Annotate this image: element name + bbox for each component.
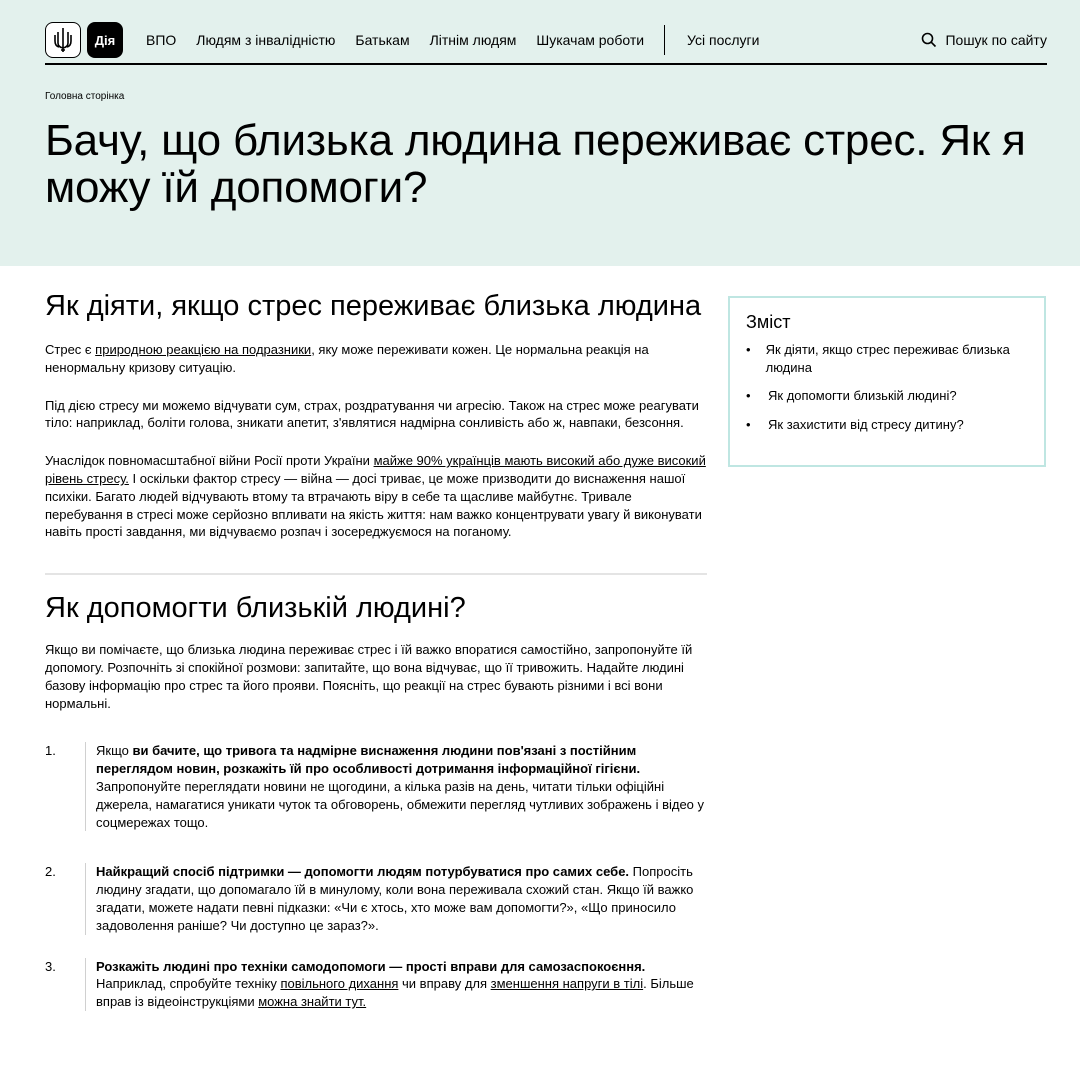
list-item-text: Якщо ви бачите, що тривога та надмірне виснаження людини пов'язані з постійним переглядом новин, розкажіть їй про особливості дотримання інформаційної гігієни. Запропонуйте переглядати новини не щогодини, а кілька разів на день, читати тільки офіційні джерела, намагатися уникати чуток та обговорень, обмежити перегляд чутливих зображень і відео у соцмережах тощо.: [85, 742, 707, 831]
list-item: [45, 742, 707, 831]
toc-item-label: Як діяти, якщо стрес переживає близька людина: [765, 342, 1010, 375]
bullet-icon: •: [746, 416, 751, 432]
nav-item-idp[interactable]: ВПО: [146, 32, 177, 48]
stress-statistics-link[interactable]: майже 90% українців мають високий або дуже високий рівень стресу.: [45, 453, 706, 486]
toc-item-label: Як допомогти близькій людині?: [768, 388, 957, 403]
section-heading-how-to-help: Як допомогти близькій людині?: [45, 592, 466, 625]
section-heading-how-to-act: Як діяти, якщо стрес переживає близька людина: [45, 290, 702, 322]
list-item-text: Розкажіть людині про техніки самодопомоги — прості вправи для самозаспокоєння. Наприклад, спробуйте техніку повільного дихання чи вправу для зменшення напруги в тілі. Більше вправ із відеоінструкціями можна знайти тут.: [85, 958, 707, 1011]
page-title: Бачу, що близька людина переживає стрес. Як я можу їй допомоги?: [45, 116, 1026, 212]
nav-item-disability[interactable]: Людям з інвалідністю: [196, 32, 336, 48]
toc-item-label: Як захистити від стресу дитину?: [768, 416, 964, 432]
diia-logo[interactable]: Дія: [87, 22, 123, 58]
page-header: [0, 0, 1080, 266]
list-item-text: Найкращий спосіб підтримки — допомогти людям потурбуватися про самих себе. Попросіть людину згадати, що допомагало їй в минулому, коли вона переживала схожий стан. Якщо їй важко згадати, можете надати певні підказки: «Чи є хтось, хто може вам допомогти?», «Що приносило задоволення раніше? Чи доступно це зараз?».: [85, 863, 707, 934]
paragraph: Якщо ви помічаєте, що близька людина переживає стрес і їй важко впоратися самостійно, запропонуйте їй допомогу. Розпочніть зі спокійної розмови: запитайте, що вона відчуває, що її тривожить. Надайте людині базову інформацію про стрес та його прояви. Поясніть, що реакції на стрес бувають різними і всі вони нормальні.: [45, 642, 693, 711]
nav-item-parents[interactable]: Батькам: [355, 32, 410, 48]
table-of-contents: [728, 296, 1046, 467]
paragraph: Під дією стресу ми можемо відчувати сум, страх, роздратування чи агресію. Також на стрес може реагувати тіло: наприклад, боліти голова, зникати апетит, з'являтися надмірна сонливість або ж, навпаки, безсоння.: [45, 397, 699, 431]
toc-list: [746, 341, 1028, 433]
search-label: Пошук по сайту: [945, 32, 1047, 48]
bullet-icon: •: [746, 342, 751, 357]
video-exercises-link[interactable]: можна знайти тут.: [258, 994, 367, 1010]
nav-item-job-seekers[interactable]: Шукачам роботи: [536, 32, 645, 48]
paragraph: Унаслідок повномасштабної війни Росії проти України майже 90% українців мають високий або дуже високий рівень стресу. І оскільки фактор стресу — війна — досі триває, це може призводити до виснаження нашої психіки. Багато людей відчувають втому та втрачають віру в себе та щасливе майбутнє. Тривале перебування в стресі може серйозно впливати на якість життя: нам важко концентрувати увагу й виконувати навіть прості завдання, ми відчуваємо розпач і зосереджуємося на поганому.: [45, 453, 706, 540]
section-divider: [45, 573, 707, 575]
top-navigation: [45, 17, 1047, 65]
toc-title: Зміст: [746, 312, 791, 332]
toc-item-how-to-act[interactable]: [746, 341, 1028, 376]
search-icon: [921, 32, 937, 48]
nav-item-all-services[interactable]: Усі послуги: [687, 32, 760, 48]
bullet-icon: •: [746, 388, 751, 403]
toc-item-how-to-help[interactable]: [746, 387, 1028, 405]
list-item-number: 3.: [45, 958, 56, 974]
nav-item-elderly[interactable]: Літнім людям: [429, 32, 517, 48]
nav-links: [146, 17, 779, 63]
trident-logo-icon[interactable]: [45, 22, 81, 58]
breadcrumb[interactable]: Головна сторінка: [45, 91, 125, 102]
natural-reaction-link[interactable]: природною реакцією на подразники: [95, 342, 312, 357]
help-steps-list: [45, 742, 707, 1011]
list-item: [45, 958, 707, 1011]
list-item: [45, 863, 707, 934]
search-button[interactable]: [921, 17, 1047, 63]
body-tension-link[interactable]: зменшення напруги в тілі: [490, 976, 644, 992]
paragraph: Стрес є природною реакцією на подразники, яку може переживати кожен. Це нормальна реакція на ненормальну кризову ситуацію.: [45, 342, 649, 375]
toc-item-protect-child[interactable]: [746, 416, 1028, 434]
nav-divider: [664, 25, 665, 55]
list-item-number: 1.: [45, 743, 56, 759]
article-content: [45, 289, 707, 1031]
slow-breathing-link[interactable]: повільного дихання: [280, 976, 399, 992]
list-item-number: 2.: [45, 864, 56, 880]
